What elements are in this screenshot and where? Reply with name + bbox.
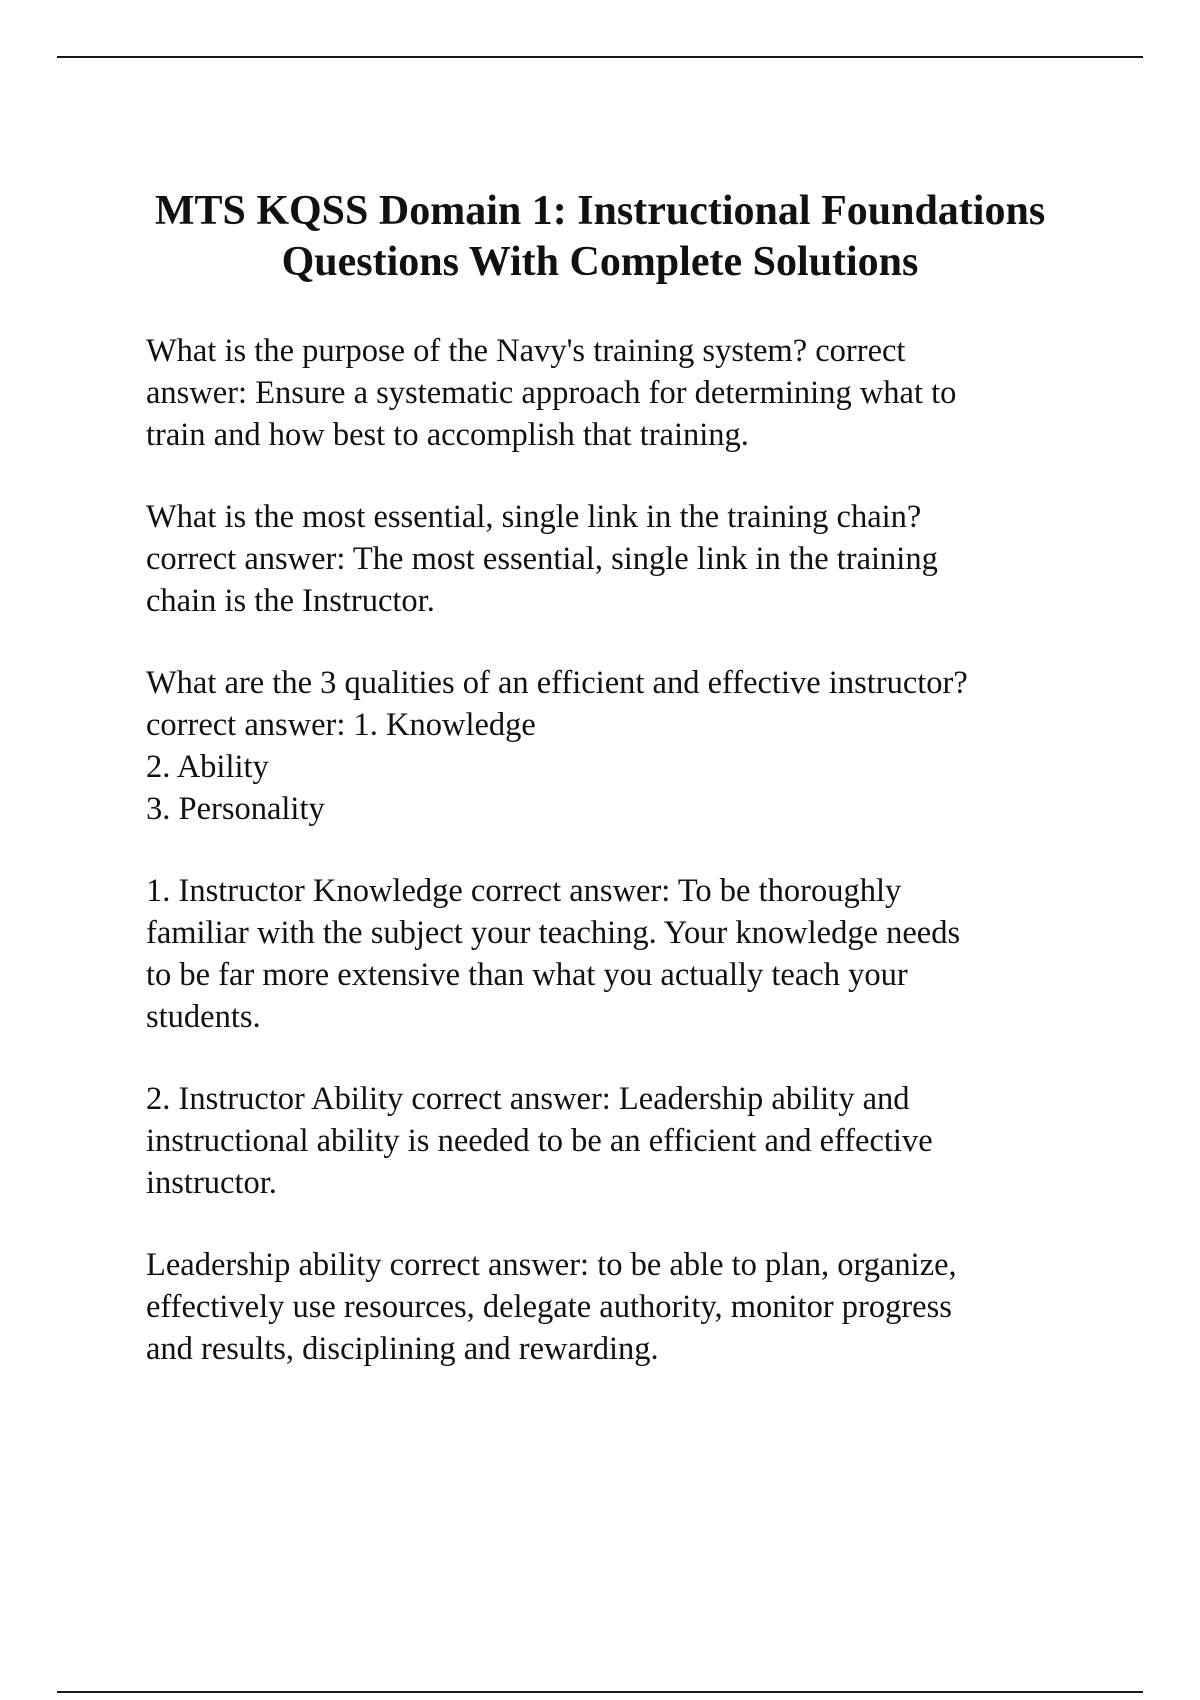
- text-line: 2. Instructor Ability correct answer: Leadership ability and: [146, 1081, 910, 1117]
- document-body: [146, 330, 1086, 1410]
- text-line: answer: Ensure a systematic approach for determining what to: [146, 375, 957, 411]
- text-line: train and how best to accomplish that training.: [146, 417, 749, 453]
- text-line: to be far more extensive than what you actually teach your: [146, 957, 908, 993]
- qa-entry-leadership-ability: [146, 1244, 1086, 1370]
- text-line: Leadership ability correct answer: to be able to plan, organize,: [146, 1247, 957, 1283]
- qa-entry-three-qualities: [146, 662, 1086, 830]
- title-line-1: MTS KQSS Domain 1: Instructional Foundations: [154, 188, 1046, 234]
- bottom-divider: [57, 1691, 1143, 1693]
- text-line: What is the purpose of the Navy's training system? correct: [146, 333, 906, 369]
- text-line: familiar with the subject your teaching. Your knowledge needs: [146, 915, 961, 951]
- qa-entry-instructor-knowledge: [146, 870, 1086, 1038]
- text-line: What is the most essential, single link in the training chain?: [146, 499, 922, 535]
- text-line: What are the 3 qualities of an efficient and effective instructor?: [146, 665, 968, 701]
- text-line: students.: [146, 999, 261, 1035]
- text-line: and results, disciplining and rewarding.: [146, 1331, 659, 1367]
- text-line: instructor.: [146, 1165, 277, 1201]
- top-divider: [57, 56, 1143, 58]
- qa-entry-instructor-ability: [146, 1078, 1086, 1204]
- qa-entry-essential-link: [146, 496, 1086, 622]
- qa-entry-purpose-of-training-system: [146, 330, 1086, 456]
- text-line: 1. Instructor Knowledge correct answer: To be thoroughly: [146, 873, 902, 909]
- text-line: effectively use resources, delegate authority, monitor progress: [146, 1289, 952, 1325]
- text-line: correct answer: 1. Knowledge: [146, 707, 536, 743]
- text-line: chain is the Instructor.: [146, 583, 435, 619]
- text-line: instructional ability is needed to be an efficient and effective: [146, 1123, 933, 1159]
- title-line-2: Questions With Complete Solutions: [281, 239, 919, 285]
- text-line: correct answer: The most essential, single link in the training: [146, 541, 938, 577]
- document-title: [100, 186, 1100, 288]
- text-line: 2. Ability: [146, 749, 269, 785]
- text-line: 3. Personality: [146, 791, 325, 827]
